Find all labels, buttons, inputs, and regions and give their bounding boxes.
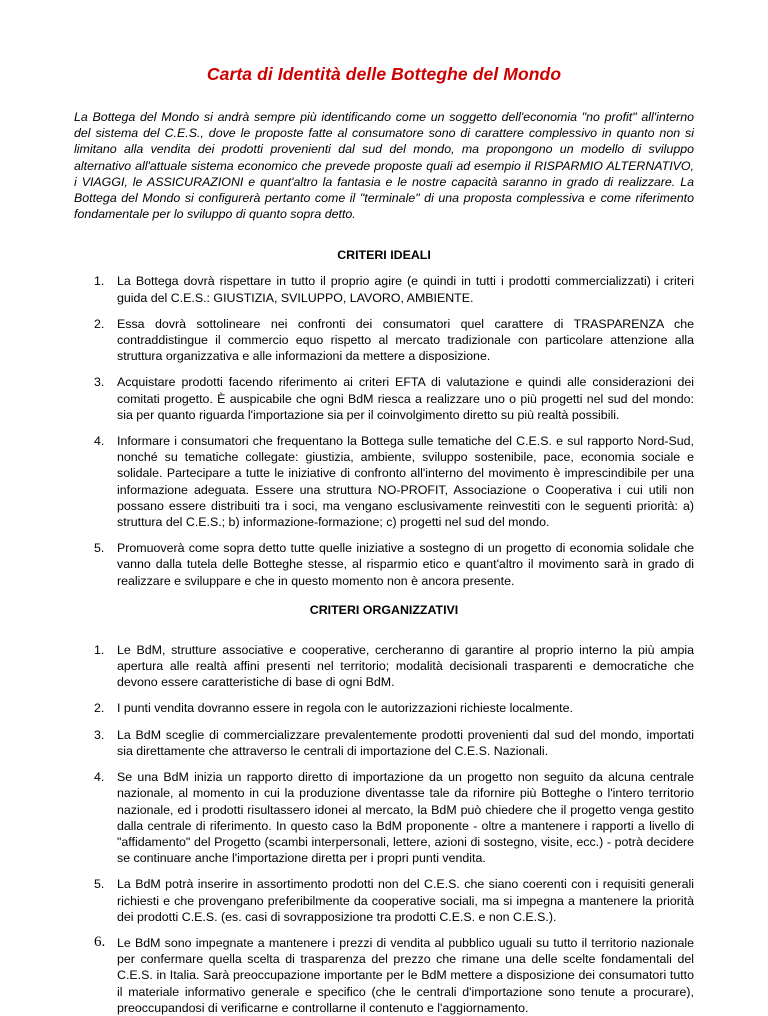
section-heading-criteri-ideali: CRITERI IDEALI	[337, 248, 431, 263]
item-text: Le BdM sono impegnate a mantenere i prezzi di vendita al pubblico uguali su tutto il territorio nazionale per confermare quella scelta di trasparenza del prezzo che rimane una delle scelte fondamentali del C.E.S. in Italia. Sarà preoccupazione importante per le BdM mettere a disposizione dei consumatori tutto il materiale informativo generale e specifico (che le centrali d'importazione sono tenute a procurare), preoccupandosi di verificarne e controllarne il contenuto e l'aggiornamento.	[117, 935, 694, 1015]
item-text: Le BdM, strutture associative e cooperative, cercheranno di garantire al proprio interno la più ampia apertura alle realtà affini presenti nel territorio; modalità decisionali trasparenti e democratiche che devono essere caratteristiche di base di ogni BdM.	[117, 642, 694, 690]
item-text: Informare i consumatori che frequentano la Bottega sulle tematiche del C.E.S. e sul rapporto Nord-Sud, nonché su tematiche collegate: giustizia, ambiente, sviluppo sostenibile, pace, economia sociale e solidale. Partecipare a tutte le iniziative di confronto all'interno del movimento è imprescindibile per una informazione adeguata. Essere una struttura NO-PROFIT, Associazione o Cooperativa i cui utili non possano essere distribuiti tra i soci, ma vengano esclusivamente reinvestiti con le seguenti priorità: a) struttura del C.E.S.; b) informazione-formazione; c) progetti nel sud del mondo.	[117, 434, 694, 530]
section-heading-criteri-organizzativi: CRITERI ORGANIZZATIVI	[309, 602, 459, 617]
item-number: 1.	[94, 642, 105, 657]
list-item	[74, 876, 694, 925]
item-number: 6.	[94, 933, 106, 950]
item-number: 5.	[94, 877, 105, 892]
intro-paragraph: La Bottega del Mondo si andrà sempre più identificando come un soggetto dell'economia "no profit" all'interno del sistema del C.E.S., dove le proposte fatte al consumatore sono di carattere complessivo in quanto non si limitano alla vendita dei prodotti provenienti dal sud del mondo, ma propongono un modello di sviluppo alternativo all'attuale sistema economico che prevede proposte quali ad esempio il RISPARMIO ALTERNATIVO, i VIAGGI, le ASSICURAZIONI e quant'altro la fantasia e le nostre capacità saranno in grado di realizzare. La Bottega del Mondo si configurerà pertanto come il "terminale" di una proposta complessiva e come riferimento fondamentale per lo sviluppo di quanto sopra detto.	[74, 110, 694, 222]
item-text: Essa dovrà sottolineare nei confronti dei consumatori quel carattere di TRASPARENZA che contraddistingue il commercio equo rispetto al mercato tradizionale con particolare attenzione alla struttura organizzativa e alle informazioni da mettere a disposizione.	[117, 316, 694, 364]
item-number: 3.	[94, 375, 105, 390]
list-item	[74, 642, 694, 691]
list-item	[74, 433, 694, 530]
item-number: 2.	[94, 701, 105, 716]
list-item	[74, 935, 694, 1016]
list-item	[74, 700, 694, 716]
list-item	[74, 273, 694, 305]
list-item	[74, 540, 694, 589]
item-number: 4.	[94, 770, 105, 785]
item-text: La BdM sceglie di commercializzare prevalentemente prodotti provenienti dal sud del mondo, importati sia direttamente che attraverso le centrali di importazione del C.E.S. Nazionali.	[117, 727, 694, 758]
list-item	[74, 374, 694, 423]
document-title: Carta di Identità delle Botteghe del Mondo	[206, 64, 562, 84]
item-text: Promuoverà come sopra detto tutte quelle iniziative a sostegno di un progetto di economia solidale che vanno dalla tutela delle Botteghe stesse, al risparmio etico e quant'altro il movimento sarà in grado di realizzare e sviluppare e che in questo momento non è ancora presente.	[117, 541, 694, 588]
list-criteri-ideali	[74, 273, 694, 588]
item-text: Acquistare prodotti facendo riferimento ai criteri EFTA di valutazione e quindi alle considerazioni dei comitati progetto. È auspicabile che ogni BdM riesca a realizzare uno o più progetti nel sud del mondo: sia per quanto riguarda l'importazione sia per il coinvolgimento diretto su più realtà possibili.	[117, 375, 694, 422]
item-number: 3.	[94, 727, 105, 742]
item-text: Se una BdM inizia un rapporto diretto di importazione da un progetto non seguito da alcuna centrale nazionale, al momento in cui la produzione diventasse tale da rifornire più Botteghe o l'intero territorio nazionale, ed i prodotti risultassero idonei al mercato, la BdM può chiedere che il progetto venga gestito dalla centrale di riferimento. In questo caso la BdM proponente - oltre a mantenere i rapporti a livello di "affidamento" del Progetto (scambi interpersonali, lettere, azioni di sostegno, visite, ecc.) - potrà decidere se continuare anche l'importazione diretta per i propri punti vendita.	[117, 770, 694, 866]
list-criteri-organizzativi	[74, 642, 694, 1016]
item-number: 4.	[94, 434, 105, 449]
item-number: 1.	[94, 274, 105, 289]
list-item	[74, 769, 694, 866]
item-text: La Bottega dovrà rispettare in tutto il proprio agire (e quindi in tutti i prodotti commercializzati) i criteri guida del C.E.S.: GIUSTIZIA, SVILUPPO, LAVORO, AMBIENTE.	[117, 274, 694, 305]
item-number: 2.	[94, 316, 105, 331]
list-item	[74, 316, 694, 365]
item-text: I punti vendita dovranno essere in regola con le autorizzazioni richieste localmente.	[117, 701, 573, 716]
item-text: La BdM potrà inserire in assortimento prodotti non del C.E.S. che siano coerenti con i requisiti generali richiesti e che provengano preferibilmente da cooperative sociali, ma si impegna a mantenere la priorità dei prodotti C.E.S. (es. casi di sovrapposizione tra prodotti C.E.S. e non C.E.S.).	[117, 877, 694, 924]
item-number: 5.	[94, 541, 105, 556]
list-item	[74, 727, 694, 759]
